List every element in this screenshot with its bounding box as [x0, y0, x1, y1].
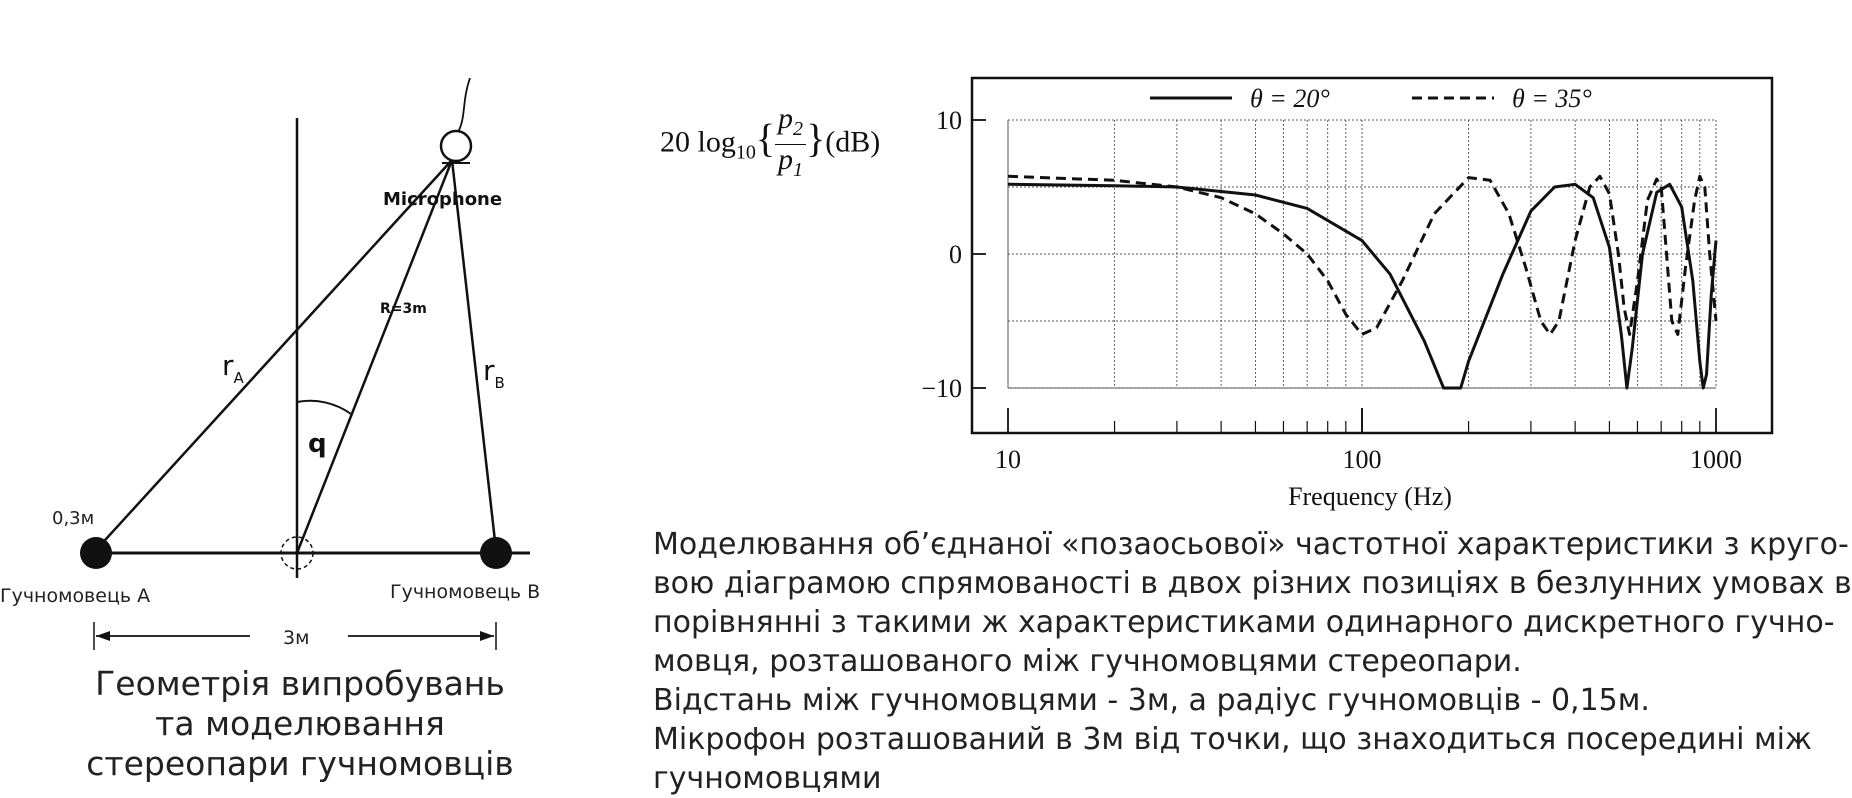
dimension-arrow-left: [96, 631, 110, 641]
microphone-label: Microphone: [383, 189, 503, 210]
dimension-arrow-right: [480, 631, 494, 641]
chart-y-axis-label: 20 $\log_{10}${ $\frac{p_2}{p_1}$ }(dB): [660, 102, 881, 181]
radius-label: R=3m: [380, 301, 427, 317]
geometry-caption-line: Геометрія випробувань: [95, 664, 505, 703]
description-line: мовця, розташованого між гучномовцями стереопари.: [653, 644, 1522, 679]
geometry-caption-line: стереопари гучномовців: [86, 744, 514, 783]
legend-label: θ = 20°: [1250, 84, 1330, 113]
chart-frame: [972, 78, 1772, 433]
geometry-caption-line: та моделювання: [155, 704, 445, 743]
x-tick-label: 1000: [1690, 445, 1742, 474]
legend-label: θ = 35°: [1512, 84, 1592, 113]
y-tick-label: 0: [949, 240, 962, 269]
x-tick-label: 100: [1342, 445, 1382, 474]
y-tick-label: −10: [921, 374, 962, 403]
speaker-b-label: Гучномовець B: [390, 581, 541, 603]
y-tick-label: 10: [936, 106, 962, 135]
description-line: Мікрофон розташований в 3м від точки, що знаходиться посередині між: [653, 722, 1812, 757]
rb-label: $r_B$: [483, 354, 505, 392]
chart-legend: [1150, 84, 1592, 113]
geometry-caption: [40, 664, 560, 784]
figure-description: [653, 525, 1852, 798]
chart-axes: [921, 106, 1742, 474]
description-line: Відстань між гучномовцями - 3м, а радіус гучномовців - 0,15м.: [653, 683, 1650, 718]
description-line: Моделювання об’єднаної «позаосьової» частотної характеристики з круго-: [653, 527, 1849, 562]
speaker-b-icon: [480, 537, 512, 569]
description-line: вою діаграмою спрямованості в двох різних позиціях в безлунних умовах в: [653, 566, 1852, 601]
x-tick-label: 10: [995, 445, 1021, 474]
speaker-a-label: Гучномовець A: [0, 585, 151, 607]
speaker-a-icon: [80, 537, 112, 569]
description-line: порівнянні з такими ж характеристиками одинарного дискретного гучно-: [653, 605, 1835, 640]
description-line: гучномовцями: [653, 761, 882, 796]
angle-label: q: [308, 429, 327, 459]
chart-x-axis-label: Frequency (Hz): [1288, 482, 1452, 511]
ra-label: $r_A$: [222, 349, 244, 387]
speaker-radius-label: 0,3м: [52, 508, 95, 529]
distance-label: 3м: [283, 627, 310, 649]
